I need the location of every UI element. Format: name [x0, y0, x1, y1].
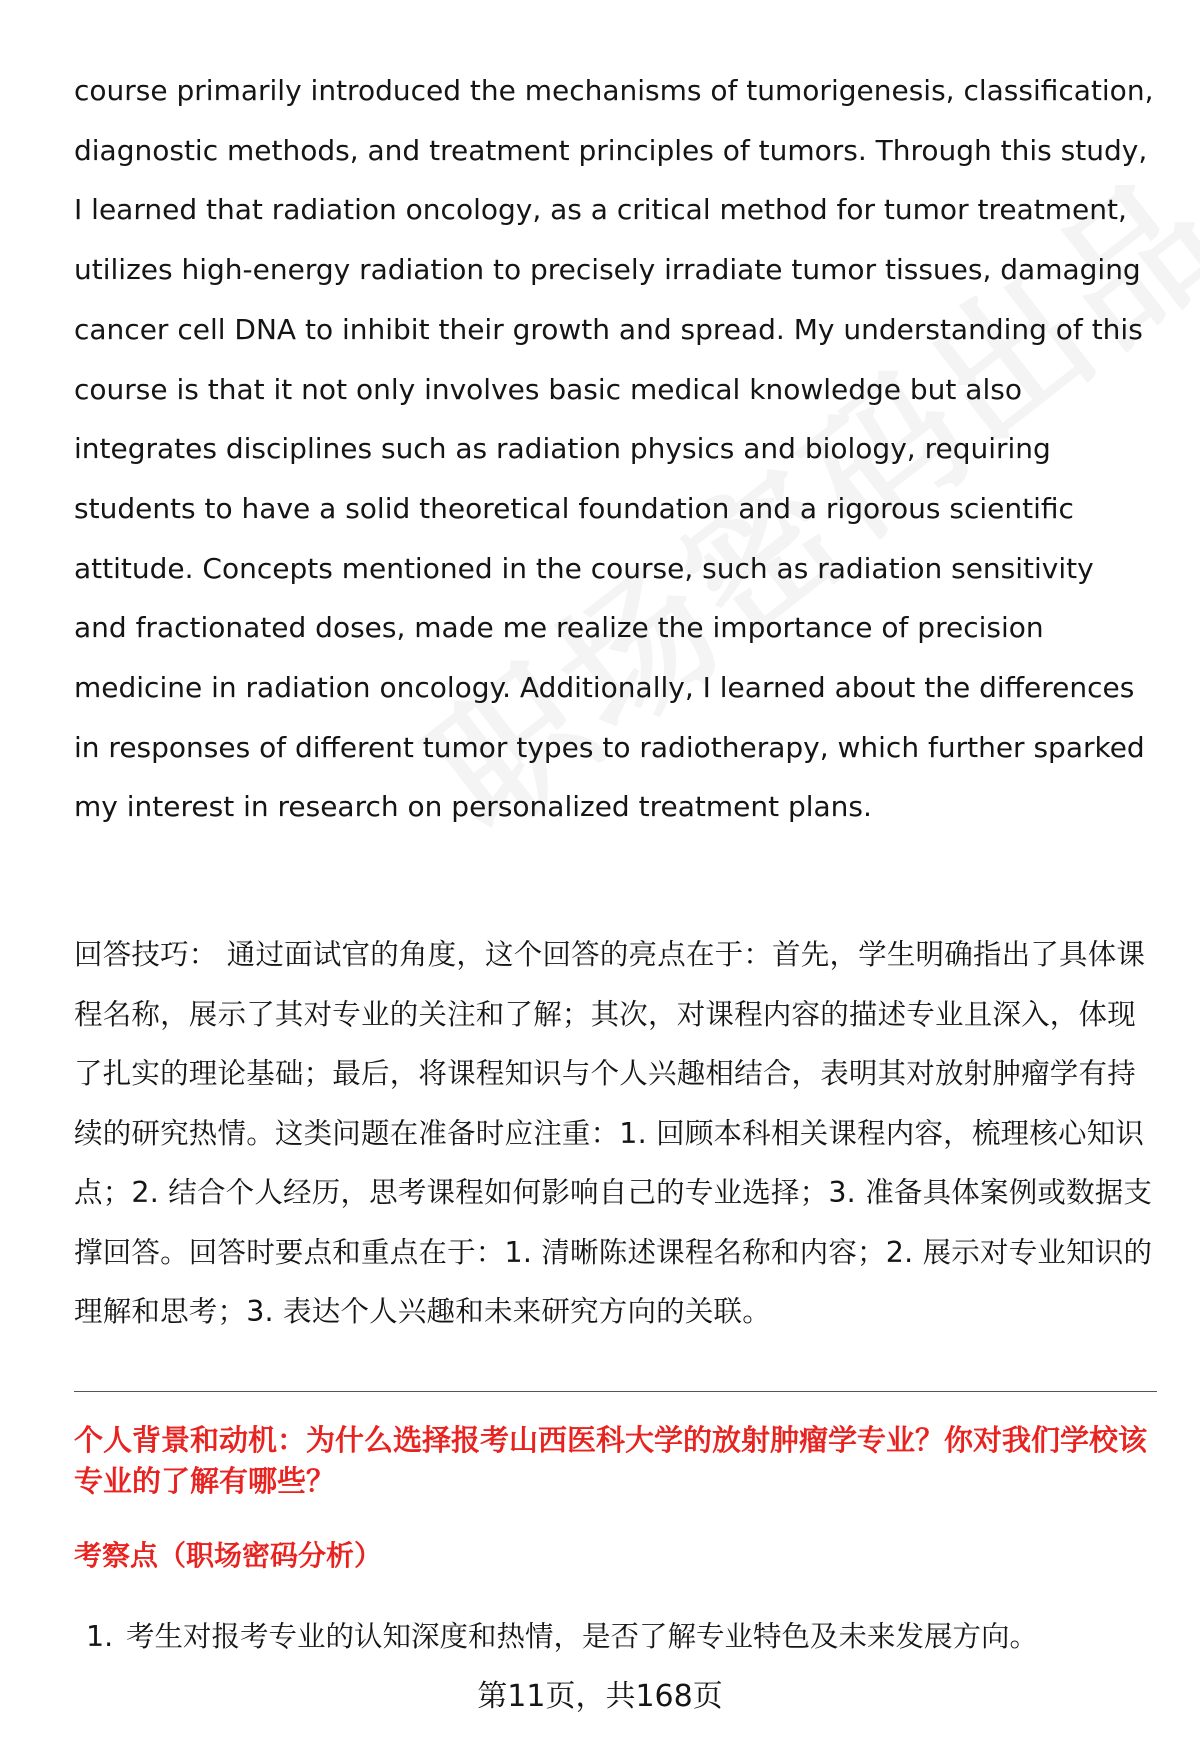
section-divider	[74, 1391, 1157, 1392]
list-item	[86, 1615, 1146, 1659]
assessment-points-list	[86, 1615, 1146, 1659]
question-heading: 个人背景和动机：为什么选择报考山西医科大学的放射肿瘤学专业？你对我们学校该专业的了解有哪些？	[74, 1423, 1148, 1498]
answer-tips-paragraph: 回答技巧： 通过面试官的角度，这个回答的亮点在于：首先，学生明确指出了具体课程名称，展示了其对专业的关注和了解；其次，对课程内容的描述专业且深入，体现了扎实的理论基础；最后，将课程知识与个人兴趣相结合，表明其对放射肿瘤学有持续的研究热情。这类问题在准备时应注重：1. 回顾本科相关课程内容，梳理核心知识点；2. 结合个人经历，思考课程如何影响自己的专业选择；3. 准备具体案例或数据支撑回答。回答时要点和重点在于：1. 清晰陈述课程名称和内容；2. 展示对专业知识的理解和思考；3. 表达个人兴趣和未来研究方向的关联。	[74, 938, 1153, 1328]
list-item-text: 考生对报考专业的认知深度和热情，是否了解专业特色及未来发展方向。	[126, 1620, 1039, 1653]
assessment-points-label: 考察点（职场密码分析）	[74, 1539, 383, 1572]
page-number-footer: 第11页，共168页	[477, 1679, 723, 1714]
list-item-number: 1.	[86, 1620, 114, 1653]
english-answer-paragraph: course primarily introduced the mechanisms of tumorigenesis, classification, diagnostic methods, and treatment principles of tumors. Through this study, I learned that radiation oncology, as a critical method for tumor treatment, utilizes high-energy radiation to precisely irradiate tumor tissues, damaging cancer cell DNA to inhibit their growth and spread. My understanding of this course is that it not only involves basic medical knowledge but also integrates disciplines such as radiation physics and biology, requiring students to have a solid theoretical foundation and a rigorous scientific attitude. Concepts mentioned in the course, such as radiation sensitivity and fractionated doses, made me realize the importance of precision medicine in radiation oncology. Additionally, I learned about the differences in responses of different tumor types to radiotherapy, which further sparked my interest in research on personalized treatment plans.	[74, 74, 1154, 824]
